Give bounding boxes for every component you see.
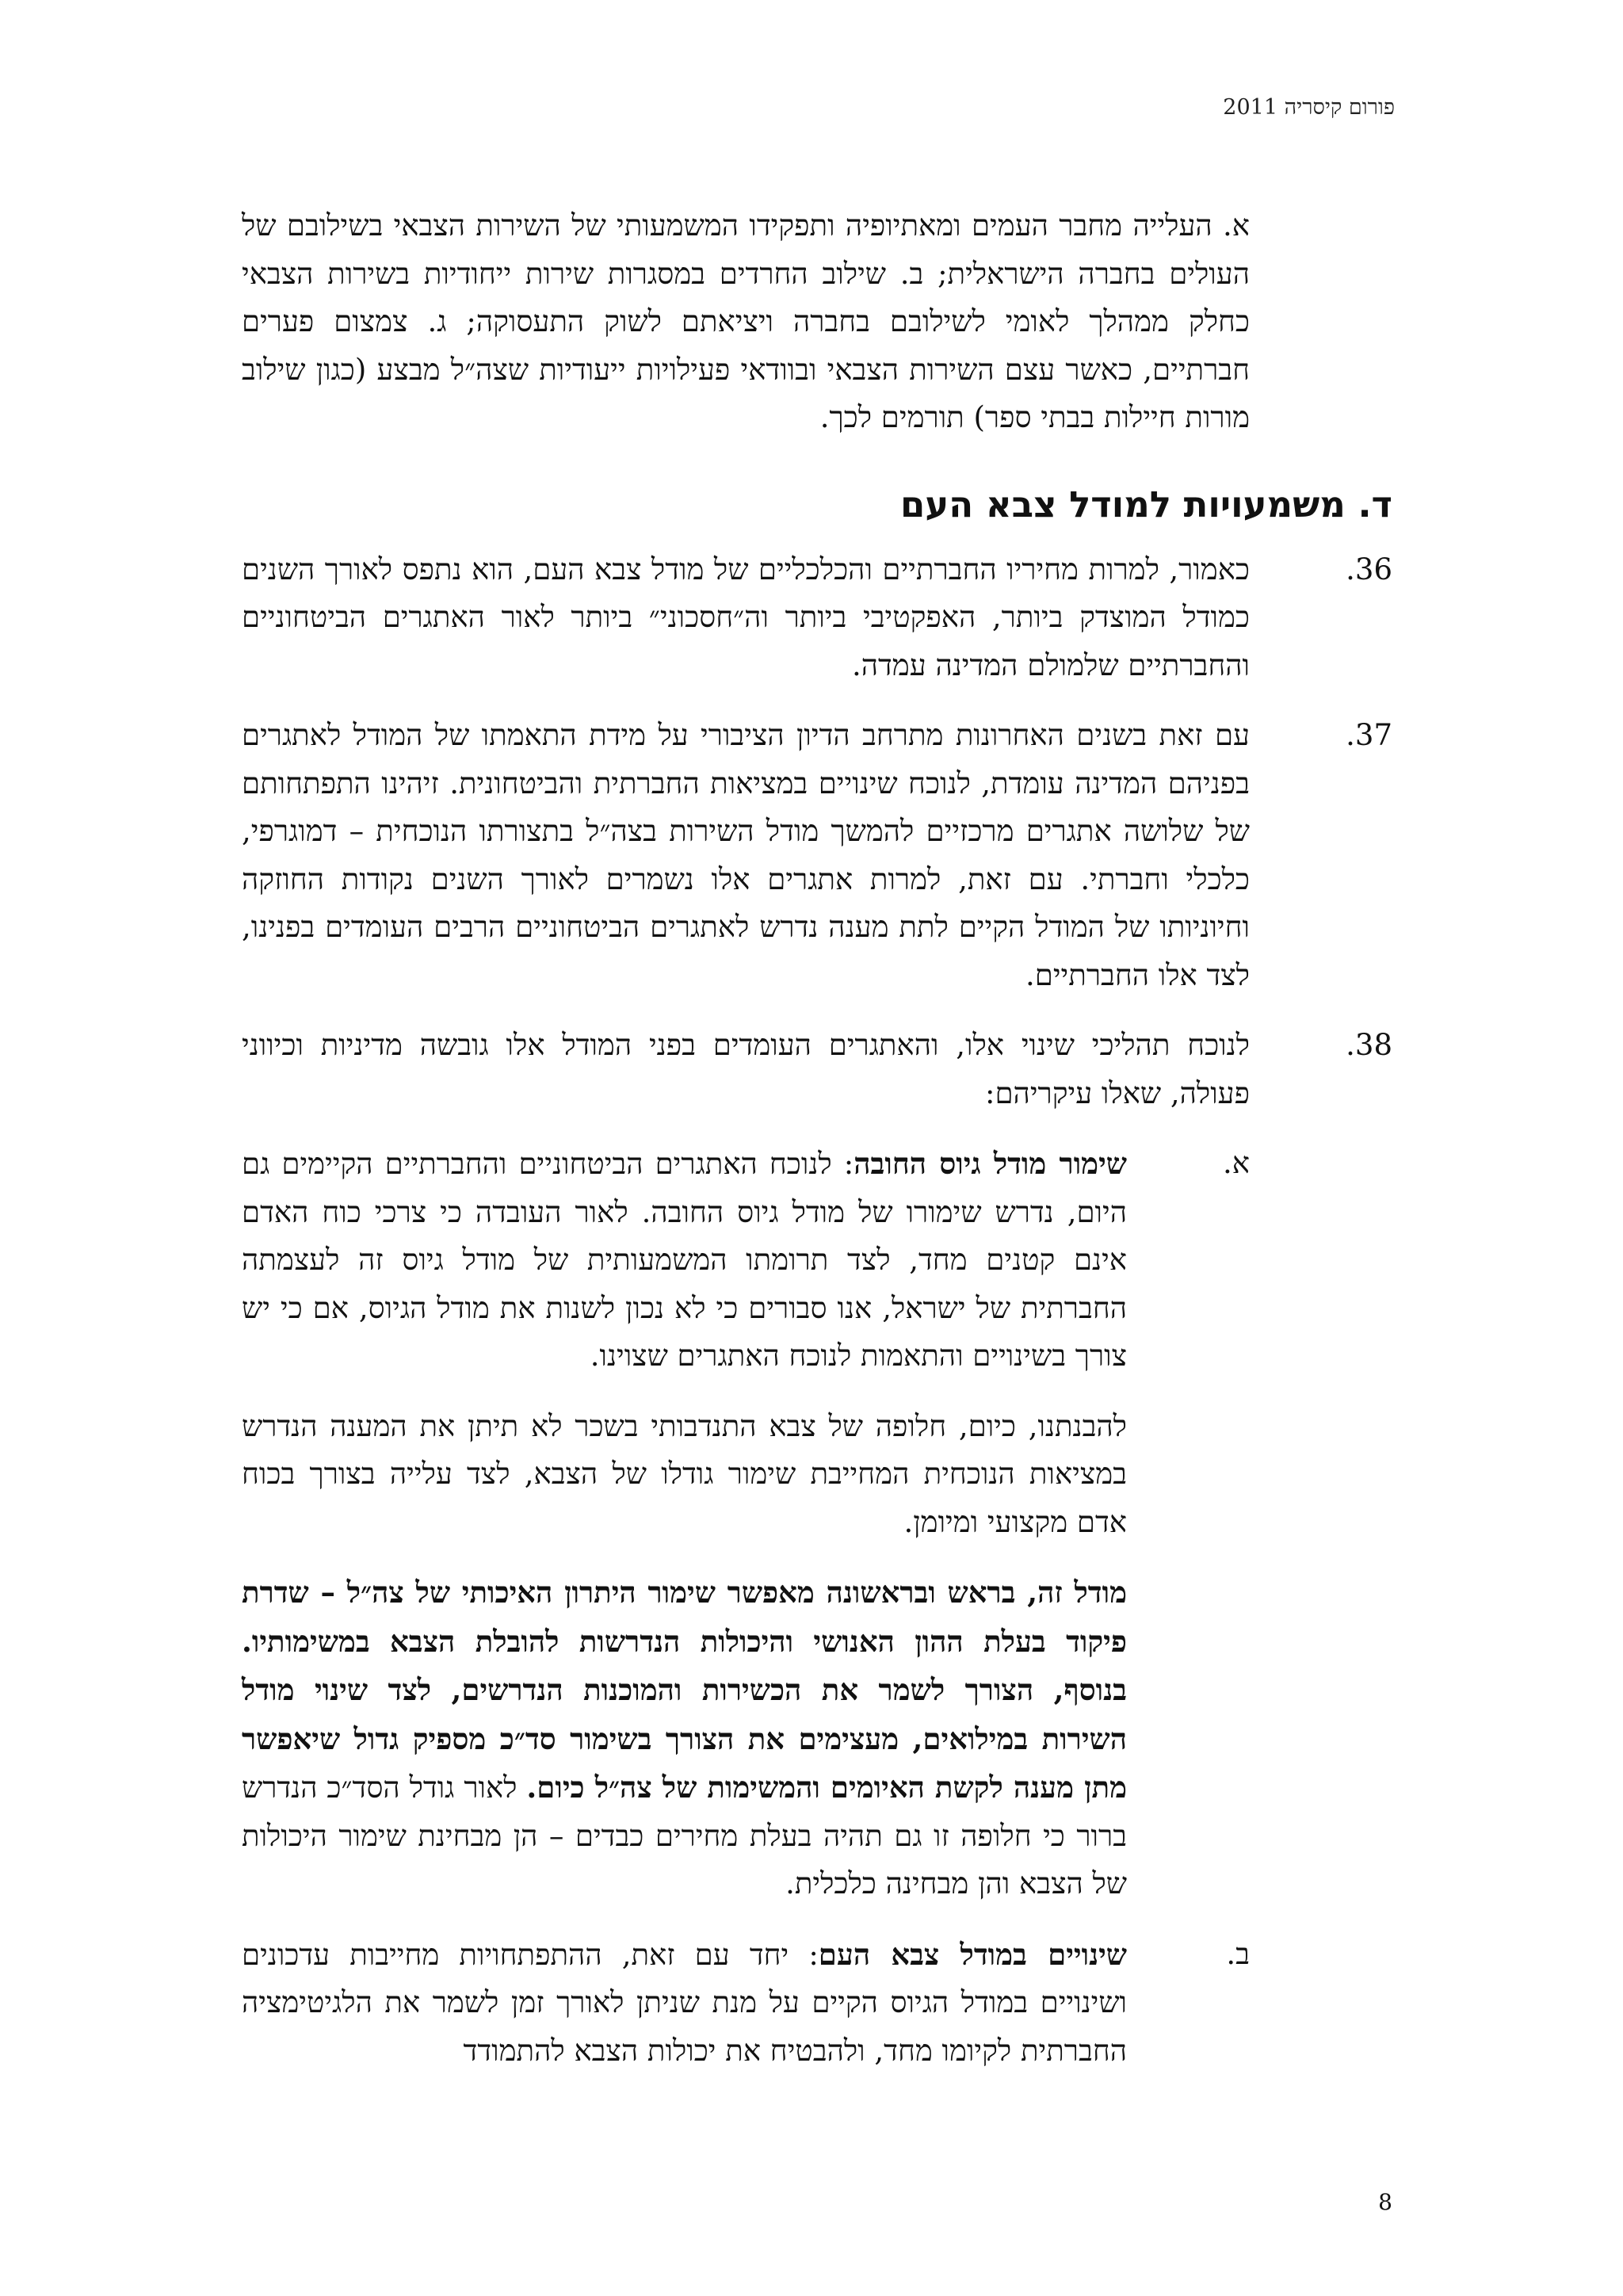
subitem-a-continuation-1: להבנתנו, כיום, חלופה של צבא התנדבותי בשכר לא תיתן את המענה הנדרש במציאות הנוכחית המחייבת שימור גודלו של הצבא, לצד עלייה בצורך בכוח אדם מקצועי ומיומן. <box>242 1408 1127 1539</box>
paragraph-text: עם זאת בשנים האחרונות מתרחב הדיון הציבורי על מידת התאמתו של המודל לאתגרים בפניהם המדינה עומדת, לנוכח שינויים במציאות החברתית והביטחונית. זיהינו התפתחותם של שלושה אתגרים מרכזיים להמשך מודל השירות בצה״ל בתצורתו הנוכחית – דמוגרפי, כלכלי וחברתי. עם זאת, למרות אתגרים אלו נשמרים לאורך השנים נקודות החוזקה וחיוניותו של המודל הקיים לתת מענה נדרש לאתגרים הביטחוניים הרבים העומדים בפנינו, לצד אלו החברתיים. <box>242 718 1250 992</box>
paragraph-text: כאמור, למרות מחיריו החברתיים והכלכליים של מודל צבא העם, הוא נתפס לאורך השנים כמודל המוצדק ביותר, האפקטיבי ביותר וה״חסכוני״ ביותר לאור האתגרים הביטחוניים והחברתיים שלמולם המדינה עמדה. <box>242 552 1250 682</box>
emphasis-text: מודל זה, בראש ובראשונה מאפשר שימור היתרון האיכותי של צה״ל – שדרת פיקוד בעלת ההון האנושי והיכולות הנדרשות להובלת הצבא במשימותיו. בנוסף, הצורך לשמר את הכשירות והמוכנות הנדרשים, לצד שינוי מודל השירות במילואים, מעצימים את הצורך בשימור סד״כ מספיק גדול שיאפשר מתן מענה לקשת האיומים והמשימות של צה״ל כיום. <box>242 1575 1128 1805</box>
paragraph-text: לנוכח תהליכי שינוי אלו, והאתגרים העומדים בפני המודל אלו גובשה מדיניות וכיווני פעולה, שאלו עיקריהם: <box>242 1028 1250 1110</box>
page-number: 8 <box>1378 2189 1392 2215</box>
subitem-body-text: : יחד עם זאת, ההתפתחויות מחייבות עדכונים ושינויים במודל הגיוס הקיים על מנת שניתן לאורך זמן לשמר את הלגיטימציה החברתית לקיומו מחד, ולהבטיח את יכולות הצבא להתמודד <box>242 1937 1127 2068</box>
subitem-bold-lead: שינויים במודל צבא העם <box>818 1936 1128 1972</box>
subitem-letter: א. <box>1223 1146 1250 1180</box>
paragraph-38 <box>242 1022 1392 1117</box>
subitem-text <box>242 1140 1127 1381</box>
intro-paragraph: א. העלייה מחבר העמים ומאתיופיה ותפקידו המשמעותי של השירות הצבאי בשילובם של העולים בחברה הישראלית; ב. שילוב החרדים במסגרות שירות ייחודיות בשירות הצבאי כחלק ממהלך לאומי לשילובם בחברה ויציאתם לשוק התעסוקה; ג. צמצום פערים חברתיים, כאשר עצם השירות הצבאי ובוודאי פעילויות ייעודיות שצה״ל מבצע (כגון שילוב מורות חיילות בבתי ספר) תורמים לכך. <box>242 208 1250 434</box>
paragraph-36 <box>242 546 1392 690</box>
subitem-text <box>242 1931 1127 2076</box>
running-header: פורום קיסריה 2011 <box>1223 95 1395 120</box>
paragraph-37 <box>242 712 1392 999</box>
subitem-a <box>242 1140 1250 1381</box>
paragraph-number: 38. <box>1346 1028 1392 1062</box>
paragraph-number: 36. <box>1346 552 1392 586</box>
subitem-b <box>242 1931 1250 2076</box>
subitem-bold-lead: שימור מודל גיוס החובה <box>854 1146 1127 1181</box>
section-title: ד. משמעויות למודל צבא העם <box>899 483 1392 525</box>
page-content <box>242 202 1392 2097</box>
subitem-letter: ב. <box>1226 1936 1250 1971</box>
paragraph-number: 37. <box>1346 718 1392 752</box>
subitem-body-text: : לנוכח האתגרים הביטחוניים והחברתיים הקיימים גם היום, נדרש שימורו של מודל גיוס החובה. לאור העובדה כי צרכי כוח האדם אינם קטנים מחד, לצד תרומתו המשמעותית של מודל גיוס זה לעצמתה החברתית של ישראל, אנו סבורים כי לא נכון לשנות את מודל הגיוס, אם כי יש צורך בשינויים והתאמות לנוכח האתגרים שצוינו. <box>242 1147 1127 1373</box>
subitem-a-continuation-2 <box>242 1568 1127 1908</box>
continuation-text: לאור גודל הסד״כ הנדרש ברור כי חלופה זו גם תהיה בעלת מחירים כבדים – הן מבחינת שימור היכולות של הצבא והן מבחינה כלכלית. <box>242 1771 1127 1901</box>
